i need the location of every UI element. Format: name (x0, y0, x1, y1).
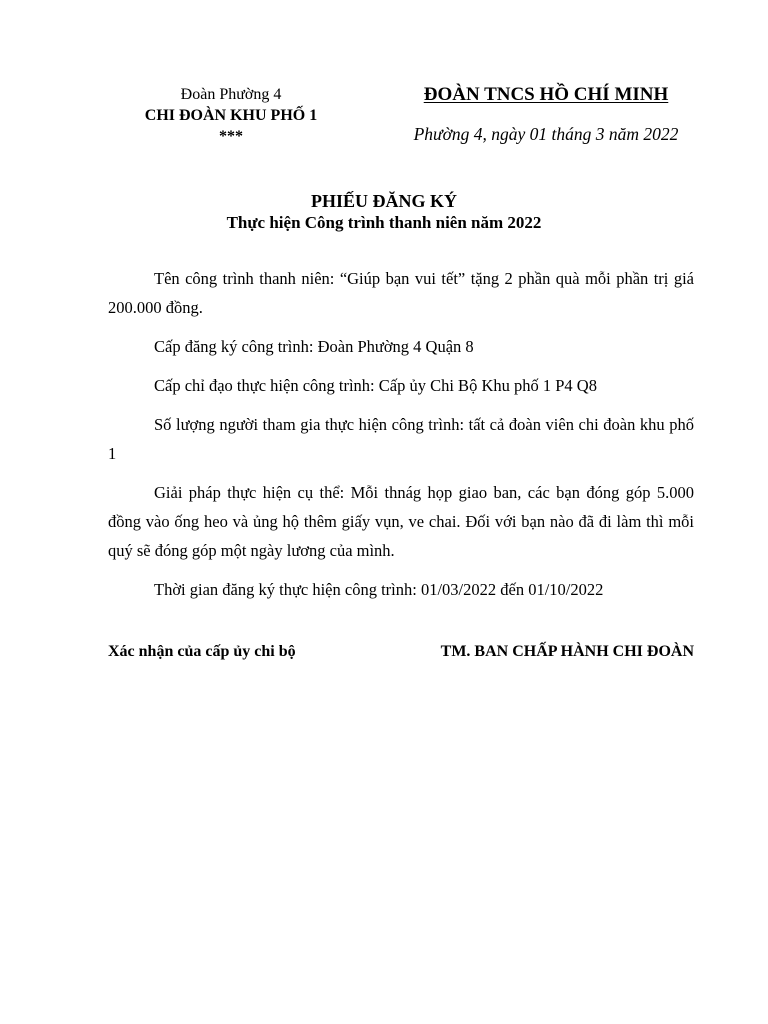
party-confirmation-label: Xác nhận của cấp ủy chi bộ (108, 643, 296, 660)
paragraph-directing-level: Cấp chỉ đạo thực hiện công trình: Cấp ủy Chi Bộ Khu phố 1 P4 Q8 (154, 376, 597, 395)
place-date-line: Phường 4, ngày 01 tháng 3 năm 2022 (413, 124, 679, 144)
branch-name: CHI ĐOÀN KHU PHỐ 1 (144, 107, 318, 124)
executive-committee-label: TM. BAN CHẤP HÀNH CHI ĐOÀN (440, 643, 694, 660)
separator-stars: *** (219, 128, 243, 145)
document-title-block (0, 190, 768, 234)
document-subtitle: Thực hiện Công trình thanh niên năm 2022 (226, 213, 542, 232)
paragraph-implementation-plan: Giải pháp thực hiện cụ thể: Mỗi thnág họp giao ban, các bạn đóng góp 5.000 đồng vào ống heo và ủng hộ thêm giấy vụn, ve chai. Đối với bạn nào đã đi làm thì mỗi quý sẽ đóng góp một ngày lương của mình. (108, 483, 694, 560)
organization-block (390, 82, 702, 146)
document-body (108, 264, 694, 614)
document-title: PHIẾU ĐĂNG KÝ (310, 191, 457, 211)
ward-union-name: Đoàn Phường 4 (180, 86, 282, 103)
paragraph-project-name: Tên công trình thanh niên: “Giúp bạn vui tết” tặng 2 phần quà mỗi phần trị giá 200.000 đồng. (108, 269, 694, 317)
paragraph-registration-period: Thời gian đăng ký thực hiện công trình: 01/03/2022 đến 01/10/2022 (154, 580, 604, 599)
organization-title: ĐOÀN TNCS HỒ CHÍ MINH (423, 84, 669, 105)
paragraph-registering-level: Cấp đăng ký công trình: Đoàn Phường 4 Quận 8 (154, 337, 474, 356)
paragraph-participants: Số lượng người tham gia thực hiện công trình: tất cả đoàn viên chi đoàn khu phố 1 (108, 415, 694, 463)
issuing-unit-block (128, 84, 334, 147)
